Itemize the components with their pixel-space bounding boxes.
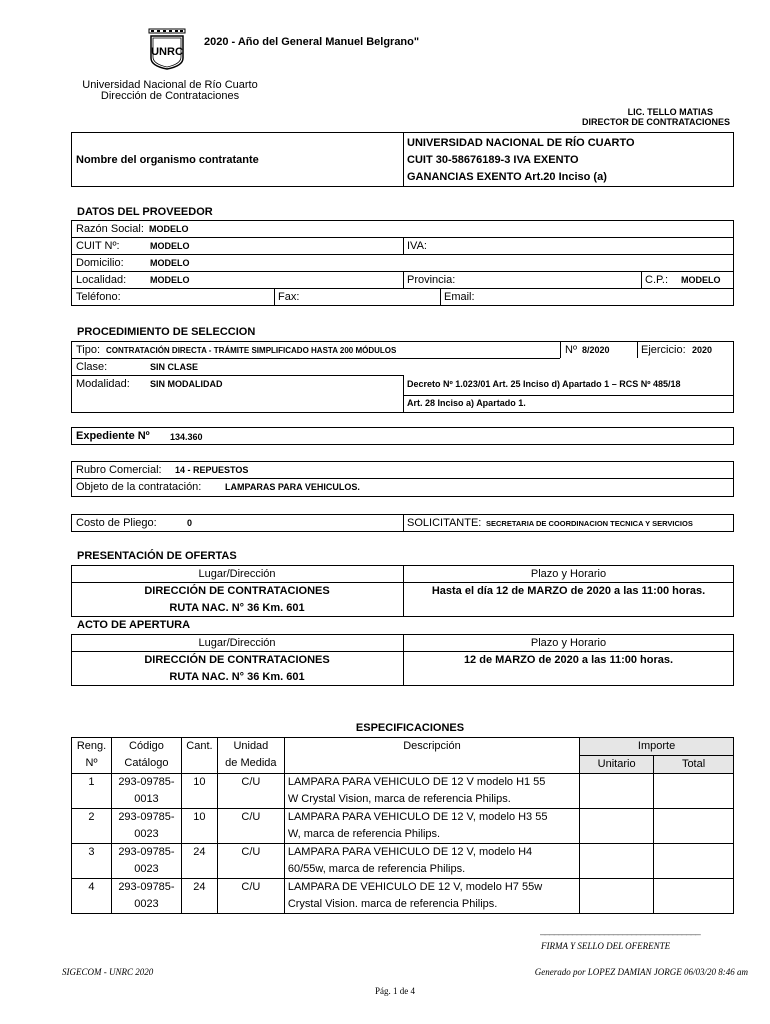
specifications-table (71, 737, 734, 914)
university-name: Universidad Nacional de Río Cuarto (82, 79, 258, 91)
apertura-title: ACTO DE APERTURA (77, 619, 191, 631)
table-row: 2 293-09785- 0023 10 C/U LAMPARA PARA VEHICULO DE 12 V, modelo H3 55 W, marca de referencia Philips. (72, 809, 734, 844)
apertura-place2: RUTA NAC. N° 36 Km. 601 (169, 671, 305, 683)
modalidad-label: Modalidad: (76, 378, 130, 390)
email-label: Email: (444, 291, 475, 303)
solicitante-label: SOLICITANTE: (407, 517, 482, 529)
localidad-label: Localidad: (76, 274, 127, 286)
total-cell[interactable] (654, 844, 734, 879)
tipo-value: CONTRATACIÓN DIRECTA - TRÁMITE SIMPLIFICADO HASTA 200 MÓDULOS (106, 346, 397, 355)
expediente-value: 134.360 (170, 432, 203, 442)
footer-right: Generado por LOPEZ DAMIAN JORGE 06/03/20 8:46 am (534, 967, 748, 977)
department-name: Dirección de Contrataciones (100, 90, 240, 102)
presentacion-plazo: Hasta el día 12 de MARZO de 2020 a las 11:00 horas. (431, 585, 706, 597)
signer-role: DIRECTOR DE CONTRATACIONES (581, 117, 730, 127)
header-reng: Reng. Nº (72, 738, 112, 774)
unitario-cell[interactable] (580, 774, 654, 809)
decreto-line2: Art. 28 Inciso a) Apartado 1. (407, 398, 526, 408)
procedimiento-title: PROCEDIMIENTO DE SELECCION (77, 326, 256, 338)
signature-line: ___________________________________ (540, 925, 700, 936)
provincia-label: Provincia: (407, 274, 456, 286)
header-descripcion: Descripción (284, 738, 579, 774)
solicitante-value: SECRETARIA DE COORDINACION TECNICA Y SERVICIOS (486, 519, 693, 528)
footer-left: SIGECOM - UNRC 2020 (62, 967, 154, 977)
organismo-line1: UNIVERSIDAD NACIONAL DE RÍO CUARTO (407, 137, 635, 149)
presentacion-title: PRESENTACIÓN DE OFERTAS (77, 550, 237, 562)
total-cell[interactable] (654, 879, 734, 914)
svg-text:UNRC: UNRC (151, 46, 183, 58)
razon-value: MODELO (149, 224, 189, 234)
fax-label: Fax: (278, 291, 300, 303)
presentacion-place1: DIRECCIÓN DE CONTRATACIONES (144, 585, 330, 597)
objeto-label: Objeto de la contratación: (76, 481, 202, 493)
table-row: 3 293-09785- 0023 24 C/U LAMPARA PARA VEHICULO DE 12 V, modelo H4 60/55w, marca de referencia Philips. (72, 844, 734, 879)
iva-label: IVA: (407, 240, 427, 252)
cuit-label: CUIT Nº: (76, 240, 120, 252)
numero-label: Nº (565, 344, 577, 356)
table-row: 4 293-09785- 0023 24 C/U LAMPARA DE VEHICULO DE 12 V, modelo H7 55w Crystal Vision. marca de referencia Philips. (72, 879, 734, 914)
clase-label: Clase: (76, 361, 108, 373)
proveedor-title: DATOS DEL PROVEEDOR (77, 206, 213, 218)
localidad-value: MODELO (150, 275, 190, 285)
apertura-plazo: 12 de MARZO de 2020 a las 11:00 horas. (463, 654, 674, 666)
numero-value: 8/2020 (582, 345, 610, 355)
total-cell[interactable] (654, 774, 734, 809)
logo-icon (147, 28, 187, 70)
unitario-cell[interactable] (580, 809, 654, 844)
apertura-col2: Plazo y Horario (530, 637, 607, 649)
header-importe: Importe Unitario Total (580, 738, 734, 774)
cuit-value: MODELO (150, 241, 190, 251)
clase-value: SIN CLASE (150, 362, 199, 372)
organismo-line2: CUIT 30-58676189-3 IVA EXENTO (407, 154, 579, 166)
total-cell[interactable] (654, 809, 734, 844)
costo-label: Costo de Pliego: (76, 517, 157, 529)
rubro-label: Rubro Comercial: (76, 464, 162, 476)
header-codigo: Código Catálogo (111, 738, 181, 774)
ejercicio-label: Ejercicio: (641, 344, 686, 356)
header-total: Total (681, 758, 706, 770)
unitario-cell[interactable] (580, 844, 654, 879)
ejercicio-value: 2020 (692, 345, 713, 355)
domicilio-label: Domicilio: (76, 257, 124, 269)
especificaciones-title: ESPECIFICACIONES (355, 722, 465, 734)
expediente-label: Expediente Nº (76, 430, 150, 442)
page-number: Pág. 1 de 4 (375, 986, 415, 996)
telefono-label: Teléfono: (76, 291, 121, 303)
presentacion-col1: Lugar/Dirección (198, 568, 276, 580)
presentacion-col2: Plazo y Horario (530, 568, 607, 580)
modalidad-value: SIN MODALIDAD (150, 379, 223, 389)
organismo-label: Nombre del organismo contratante (76, 154, 259, 166)
signer-name: LIC. TELLO MATIAS (627, 107, 713, 117)
year-motto: 2020 - Año del General Manuel Belgrano" (204, 36, 420, 48)
presentacion-place2: RUTA NAC. N° 36 Km. 601 (169, 602, 305, 614)
decreto-line1: Decreto Nº 1.023/01 Art. 25 Inciso d) Apartado 1 – RCS Nº 485/18 (407, 379, 681, 389)
tipo-label: Tipo: (76, 344, 101, 356)
unitario-cell[interactable] (580, 879, 654, 914)
domicilio-value: MODELO (150, 258, 190, 268)
objeto-value: LAMPARAS PARA VEHICULOS. (225, 482, 360, 492)
apertura-col1: Lugar/Dirección (198, 637, 276, 649)
header-cant: Cant. (181, 738, 217, 774)
organismo-line3: GANANCIAS EXENTO Art.20 Inciso (a) (407, 171, 607, 183)
signature-label: FIRMA Y SELLO DEL OFERENTE (541, 941, 671, 951)
unrc-logo (147, 28, 187, 70)
costo-value: 0 (187, 518, 193, 528)
razon-label: Razón Social: (76, 223, 144, 235)
cp-label: C.P.: (645, 274, 669, 286)
table-header-row (72, 738, 734, 774)
apertura-place1: DIRECCIÓN DE CONTRATACIONES (144, 654, 330, 666)
cp-value: MODELO (681, 275, 721, 285)
table-row: 1 293-09785- 0013 10 C/U LAMPARA PARA VEHICULO DE 12 V modelo H1 55 W Crystal Vision, marca de referencia Philips. (72, 774, 734, 809)
header-unidad: Unidad de Medida (217, 738, 284, 774)
header-unitario: Unitario (580, 756, 654, 773)
rubro-value: 14 - REPUESTOS (175, 465, 249, 475)
